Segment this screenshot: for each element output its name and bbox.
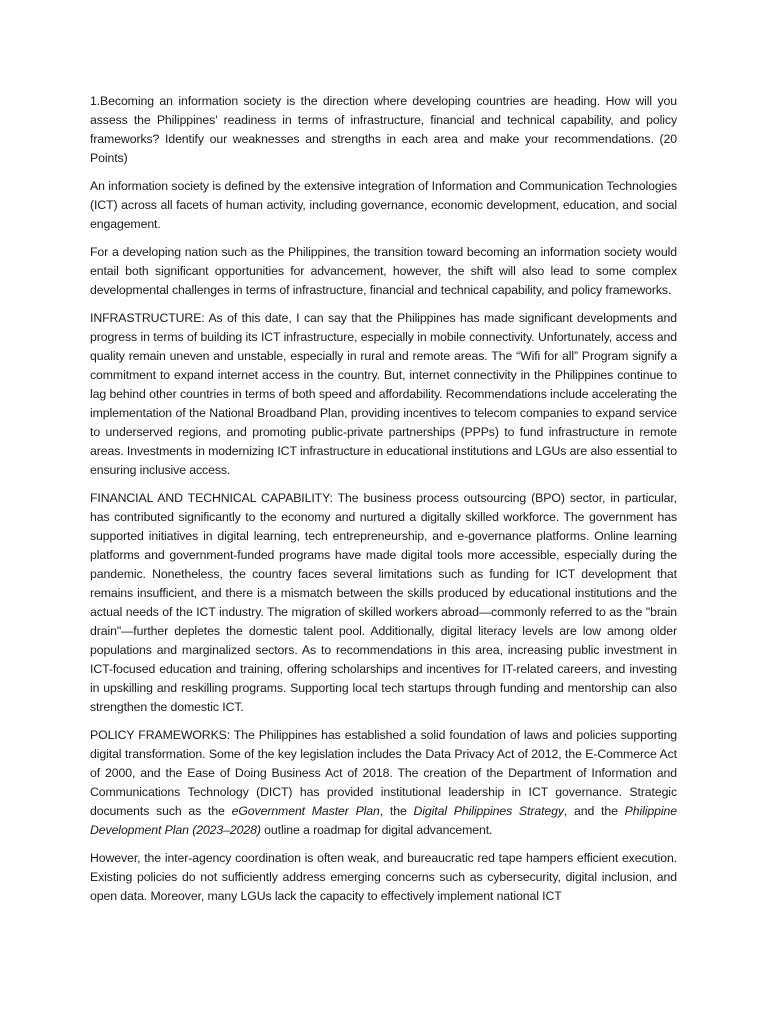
digital-philippines-strategy-title: Digital Philippines Strategy — [413, 804, 564, 818]
financial-technical-paragraph: FINANCIAL AND TECHNICAL CAPABILITY: The business process outsourcing (BPO) sector, in particular, has contributed significantly to the economy and nurtured a digitally skilled workforce. The government has supported initiatives in digital learning, tech entrepreneurship, and e-governance platforms. Online learning platforms and government-funded programs have made digital tools more accessible, especially during the pandemic. Nonetheless, the country faces several limitations such as funding for ICT development that remains insufficient, and there is a mismatch between the skills produced by educational institutions and the actual needs of the ICT industry. The migration of skilled workers abroad—commonly referred to as the "brain drain"—further depletes the domestic talent pool. Additionally, digital literacy levels are low among older populations and marginalized sectors. As to recommendations in this area, increasing public investment in ICT-focused education and training, offering scholarships and incentives for IT-related careers, and investing in upskilling and reskilling programs. Supporting local tech startups through funding and mentorship can also strengthen the domestic ICT. — [90, 491, 677, 714]
document-page — [90, 92, 677, 915]
policy-frameworks-paragraph — [90, 726, 677, 840]
policy-text-end: outline a roadmap for digital advancement. — [260, 823, 493, 837]
policy-separator-1: , the — [379, 804, 414, 818]
however-paragraph: However, the inter-agency coordination is often weak, and bureaucratic red tape hampers efficient execution. Existing policies do not sufficiently address emerging concerns such as cybersecurity, digital inclusion, and open data. Moreover, many LGUs lack the capacity to effectively implement national ICT — [90, 851, 677, 903]
transition-paragraph: For a developing nation such as the Philippines, the transition toward becoming an information society would entail both significant opportunities for advancement, however, the shift will also lead to some complex developmental challenges in terms of infrastructure, financial and technical capability, and policy frameworks. — [90, 245, 677, 297]
egovernment-master-plan-title: eGovernment Master Plan — [231, 804, 380, 818]
intro-paragraph: An information society is defined by the extensive integration of Information and Communication Technologies (ICT) across all facets of human activity, including governance, economic development, education, and social engagement. — [90, 179, 677, 231]
policy-separator-2: , and the — [563, 804, 625, 818]
question-paragraph: 1.Becoming an information society is the direction where developing countries are heading. How will you assess the Philippines' readiness in terms of infrastructure, financial and technical capability, and policy frameworks? Identify our weaknesses and strengths in each area and make your recommendations. (20 Points) — [90, 94, 677, 165]
philippine-development-plan-title: Philippine Development Plan (2023–2028) — [90, 804, 677, 837]
infrastructure-paragraph: INFRASTRUCTURE: As of this date, I can say that the Philippines has made significant developments and progress in terms of building its ICT infrastructure, especially in mobile connectivity. Unfortunately, access and quality remain uneven and unstable, especially in rural and remote areas. The “Wifi for all” Program signify a commitment to expand internet access in the country. But, internet connectivity in the Philippines continue to lag behind other countries in terms of both speed and affordability. Recommendations include accelerating the implementation of the National Broadband Plan, providing incentives to telecom companies to expand service to underserved regions, and promoting public-private partnerships (PPPs) to fund infrastructure in remote areas. Investments in modernizing ICT infrastructure in educational institutions and LGUs are also essential to ensuring inclusive access. — [90, 311, 677, 477]
policy-text-start: POLICY FRAMEWORKS: The Philippines has established a solid foundation of laws and policies supporting digital transformation. Some of the key legislation includes the Data Privacy Act of 2012, the E-Commerce Act of 2000, and the Ease of Doing Business Act of 2018. The creation of the Department of Information and Communications Technology (DICT) has provided institutional leadership in ICT governance. Strategic documents such as the — [90, 728, 677, 818]
